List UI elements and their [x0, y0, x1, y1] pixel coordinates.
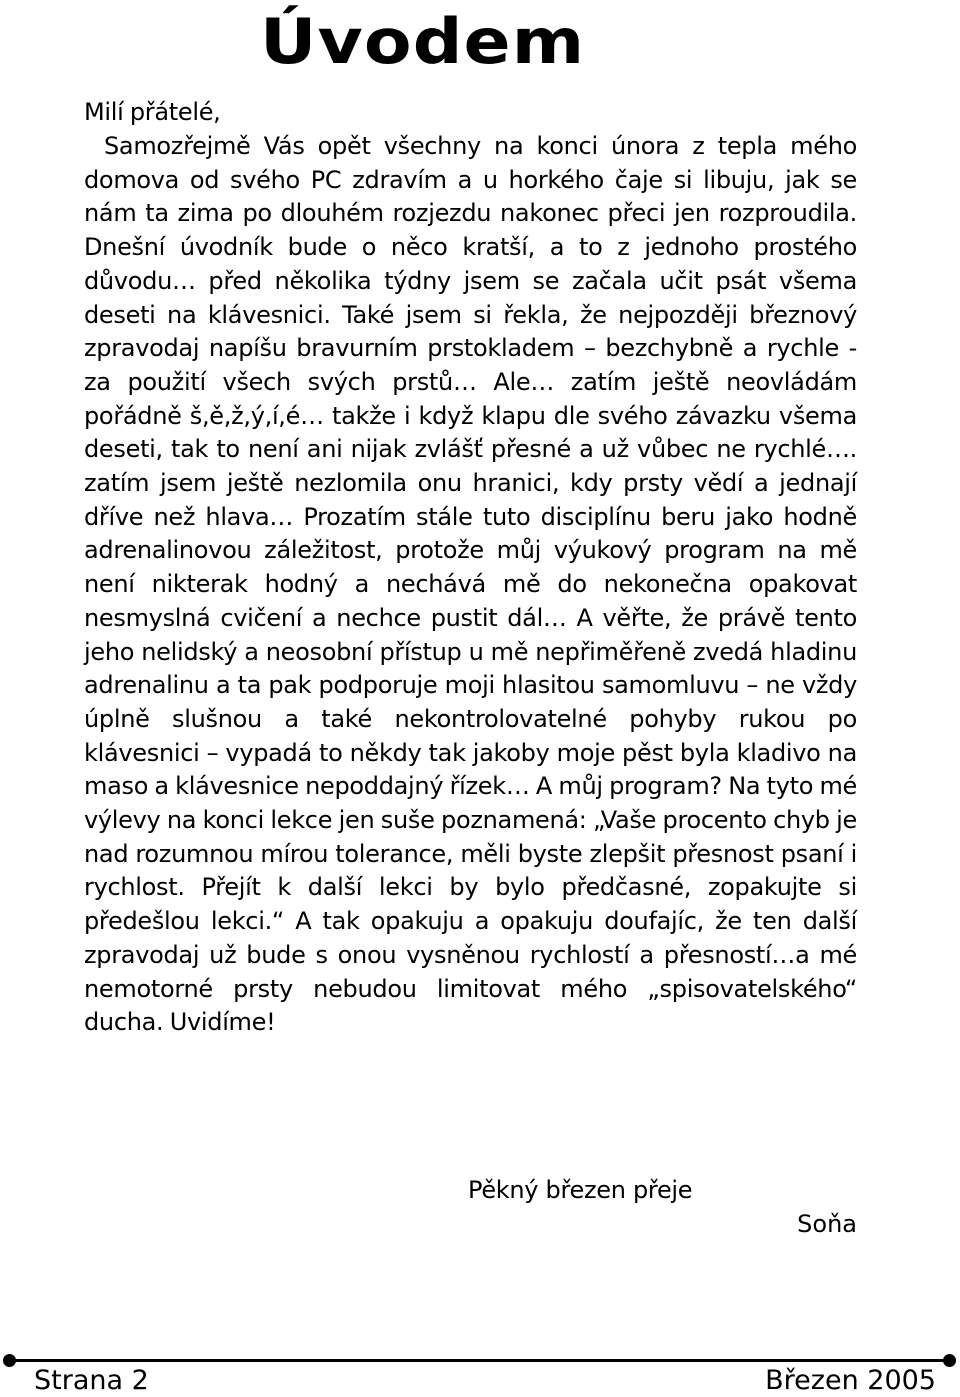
page-title: Úvodem [260, 5, 586, 78]
body-paragraph: Samozřejmě Vás opět všechny na konci února z tepla mého domova od svého PC zdravím a u horkého čaje si libuju, jak se nám ta zima po dlouhém rozjezdu nakonec přeci jen rozproudila. Dnešní úvodník bude o něco kratší, a to z jednoho prostého důvodu… před několika týdny jsem se začala učit psát všema deseti na klávesnici. Také jsem si řekla, že nejpozději březnový zpravodaj napíšu bravurním prstokladem – bezchybně a rychle - za použití všech svých prstů… Ale… zatím ještě neovládám pořádně š,ě,ž,ý,í,é… takže i když klapu dle svého závazku všema deseti, tak to není ani nijak zvlášť přesné a už vůbec ne rychlé…. zatím jsem ještě nezlomila onu hranici, kdy prsty vědí a jednají dříve než hlava… Prozatím stále tuto disciplínu beru jako hodně adrenalinovou záležitost, protože můj výukový program na mě není nikterak hodný a nechává mě do nekonečna opakovat nesmyslná cvičení a nechce pustit dál… A věřte, že právě tento jeho nelidský a neosobní přístup u mě nepřiměřeně zvedá hladinu adrenalinu a ta pak podporuje moji hlasitou samomluvu – ne vždy úplně slušnou a také nekontrolovatelné pohyby rukou po klávesnici – vypadá to někdy tak jakoby moje pěst byla kladivo na maso a klávesnice nepoddajný řízek… A můj program? Na tyto mé výlevy na konci lekce jen suše poznamená: „Vaše procento chyb je nad rozumnou mírou tolerance, měli byste zlepšit přesnost psaní i rychlost. Přejít k další lekci by bylo předčasné, zopakujte si předešlou lekci.“ A tak opakuju a opakuju doufajíc, že ten další zpravodaj už bude s onou vysněnou rychlostí a přesností…a mé nemotorné prsty nebudou limitovat mého „spisovatelského“ ducha. Uvidíme! [84, 132, 857, 1037]
closing-line: Pěkný březen přeje [468, 1176, 693, 1204]
footer-divider-dot-right [943, 1354, 956, 1367]
greeting: Milí přátelé, [84, 98, 221, 126]
footer-divider [10, 1359, 950, 1362]
signature: Soňa [797, 1210, 857, 1238]
footer-divider-dot-left [3, 1354, 16, 1367]
footer-issue-date: Březen 2005 [765, 1365, 936, 1396]
footer-page-number: Strana 2 [34, 1365, 149, 1396]
